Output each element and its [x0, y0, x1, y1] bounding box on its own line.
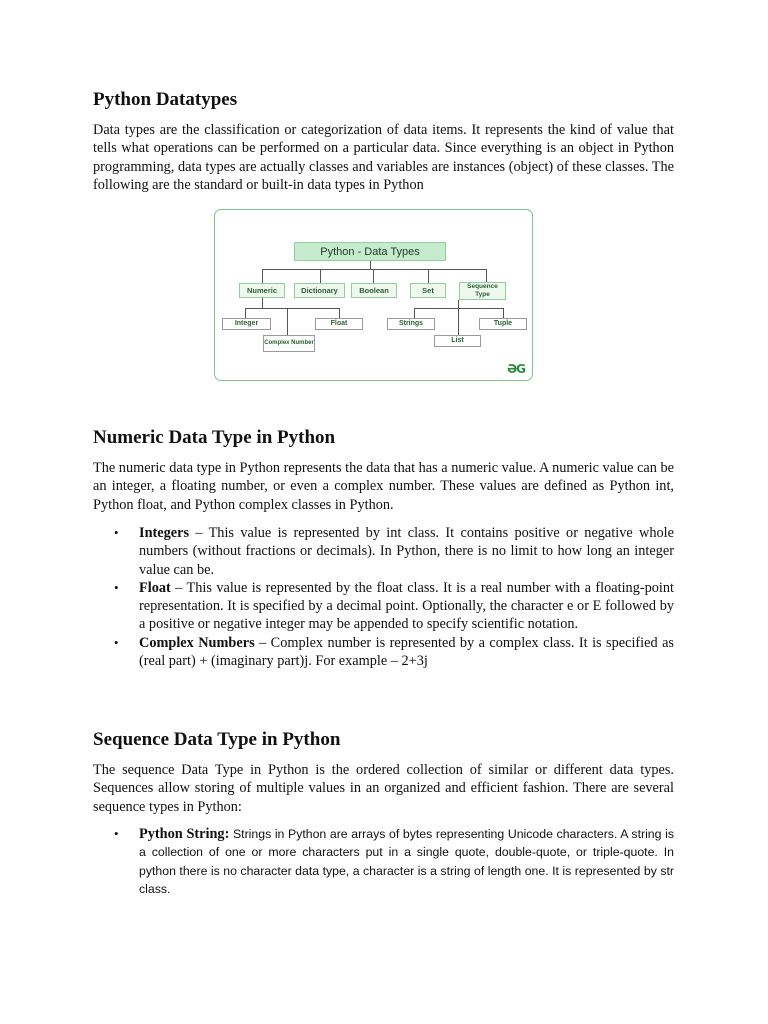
paragraph-datatypes-intro: Data types are the classification or categorization of data items. It represents the kind of value that tells what operations can be performed on a particular data. Since everything is an object in Python programming, data types are actually classes and variables are instances (object) of these classes. The following are the standard or built-in data types in Python: [93, 122, 674, 193]
term-complex: Complex Numbers: [139, 634, 255, 651]
bullet-icon: •: [114, 579, 119, 595]
node-tuple: Tuple: [479, 318, 527, 330]
node-set: Set: [410, 283, 446, 298]
connector-line: [458, 308, 459, 335]
paragraph-sequence-intro: The sequence Data Type in Python is the ordered collection of similar or different data types. Sequences allow storing of multiple values in an organized and efficient fashion. There are several sequence types in Python:: [93, 762, 674, 815]
connector-line: [262, 269, 263, 283]
connector-line: [414, 308, 504, 309]
connector-line: [339, 308, 340, 318]
heading-numeric: Numeric Data Type in Python: [93, 427, 336, 448]
python-data-types-diagram: [214, 209, 533, 381]
numeric-list: [93, 524, 674, 670]
connector-line: [503, 308, 504, 318]
desc-complex: – Complex number is represented by a complex class. It is specified as (real part) + (imaginary part)j. For example – 2+3j: [139, 634, 674, 670]
desc-python-string: Strings in Python are arrays of bytes representing Unicode characters. A string is a collection of one or more characters put in a single quote, double-quote, or triple-quote. In python there is no character data type, a character is a string of length one. It is represented by str class.: [139, 827, 674, 896]
node-float: Float: [315, 318, 363, 330]
node-dictionary: Dictionary: [294, 283, 345, 298]
list-item: [93, 825, 674, 898]
node-boolean: Boolean: [351, 283, 397, 298]
bullet-icon: •: [114, 826, 119, 841]
connector-line: [262, 298, 263, 308]
node-numeric: Numeric: [239, 283, 285, 298]
connector-line: [458, 300, 459, 308]
term-float: Float: [139, 579, 171, 596]
paragraph-numeric-intro: The numeric data type in Python represents the data that has a numeric value. A numeric value can be an integer, a floating number, or even a complex number. These values are defined as Python int, Python float, and Python complex classes in Python.: [93, 460, 674, 513]
node-sequence-type: Sequence Type: [459, 282, 506, 300]
list-item: [93, 634, 674, 671]
node-list: List: [434, 335, 481, 347]
heading-sequence: Sequence Data Type in Python: [93, 729, 341, 750]
desc-float: – This value is represented by the float class. It is a real number with a floating-point representation. It is specified by a decimal point. Optionally, the character e or E followed by a positive or negative integer may be appended to specify scientific notation.: [139, 579, 674, 633]
connector-line: [262, 269, 487, 270]
node-integer: Integer: [222, 318, 271, 330]
term-integers: Integers: [139, 525, 190, 541]
heading-python-datatypes: Python Datatypes: [93, 89, 238, 110]
connector-line: [287, 308, 288, 335]
connector-line: [428, 269, 429, 283]
diagram-root-node: Python - Data Types: [294, 242, 446, 261]
connector-line: [414, 308, 415, 318]
connector-line: [486, 269, 487, 283]
geeksforgeeks-logo-icon: ƏG: [506, 362, 525, 376]
desc-integers: – This value is represented by int class. It contains positive or negative whole numbers (without fractions or decimals). In Python, there is no limit to how long an integer value can be.: [139, 525, 674, 578]
bullet-icon: •: [114, 634, 119, 650]
list-item: [93, 524, 674, 579]
connector-line: [320, 269, 321, 283]
sequence-list: [93, 825, 674, 898]
connector-line: [245, 308, 340, 309]
term-python-string: Python String:: [139, 826, 230, 842]
node-strings: Strings: [387, 318, 435, 330]
connector-line: [370, 261, 371, 269]
connector-line: [245, 308, 246, 318]
node-complex-number: Complex Number: [263, 335, 315, 352]
list-item: [93, 579, 674, 634]
bullet-icon: •: [114, 525, 119, 540]
connector-line: [373, 269, 374, 283]
